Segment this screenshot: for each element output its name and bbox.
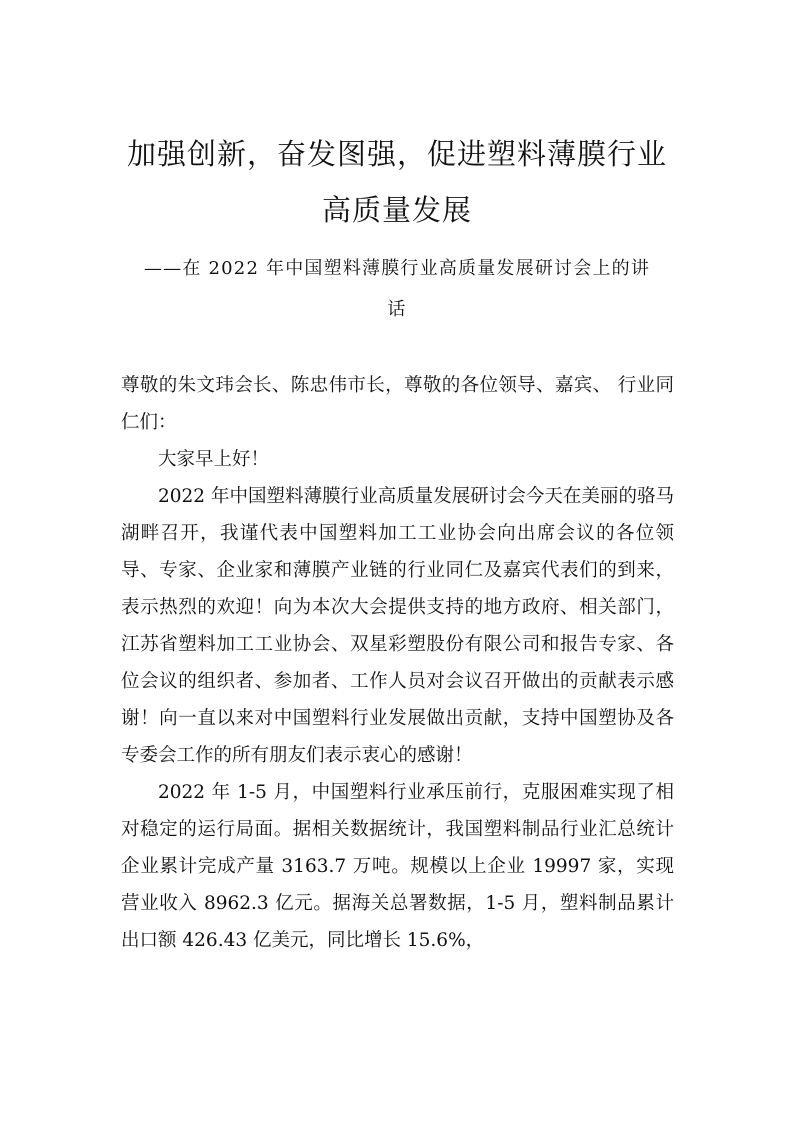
greeting: 大家早上好！ (158, 449, 270, 470)
document-subtitle-line-2: 话 (387, 299, 407, 320)
paragraph-2: 2022 年 1-5 月，中国塑料行业承压前行，克服困难实现了相对稳定的运行局面。据相关数据统计，我国塑料制品行业汇总统计企业累计完成产量 3163.7 万吨。规模以上企业 19997 家，实现营业收入 8962.3 亿元。据海关总署数据，1-5 月，塑料制品累计出口额 426.43 亿美元，同比增长 15.6%， (121, 782, 674, 951)
document-title-line-2: 高质量发展 (321, 193, 472, 227)
document-body (121, 367, 674, 959)
paragraph-1: 2022 年中国塑料薄膜行业高质量发展研讨会今天在美丽的骆马湖畔召开，我谨代表中国塑料加工工业协会向出席会议的各位领导、专家、企业家和薄膜产业链的行业同仁及嘉宾代表们的到来，表示热烈的欢迎！向为本次大会提供支持的地方政府、相关部门，江苏省塑料加工工业协会、双星彩塑股份有限公司和报告专家、各位会议的组织者、参加者、工作人员对会议召开做出的贡献表示感谢！向一直以来对中国塑料行业发展做出贡献，支持中国塑协及各专委会工作的所有朋友们表示衷心的感谢！ (121, 486, 674, 766)
document-title-line-1: 加强创新，奋发图强，促进塑料薄膜行业 (126, 137, 667, 171)
document-subtitle-line-1: ——在 2022 年中国塑料薄膜行业高质量发展研讨会上的讲 (143, 258, 651, 279)
salutation: 尊敬的朱文玮会长、陈忠伟市长，尊敬的各位领导、嘉宾、 行业同仁们： (121, 375, 674, 433)
